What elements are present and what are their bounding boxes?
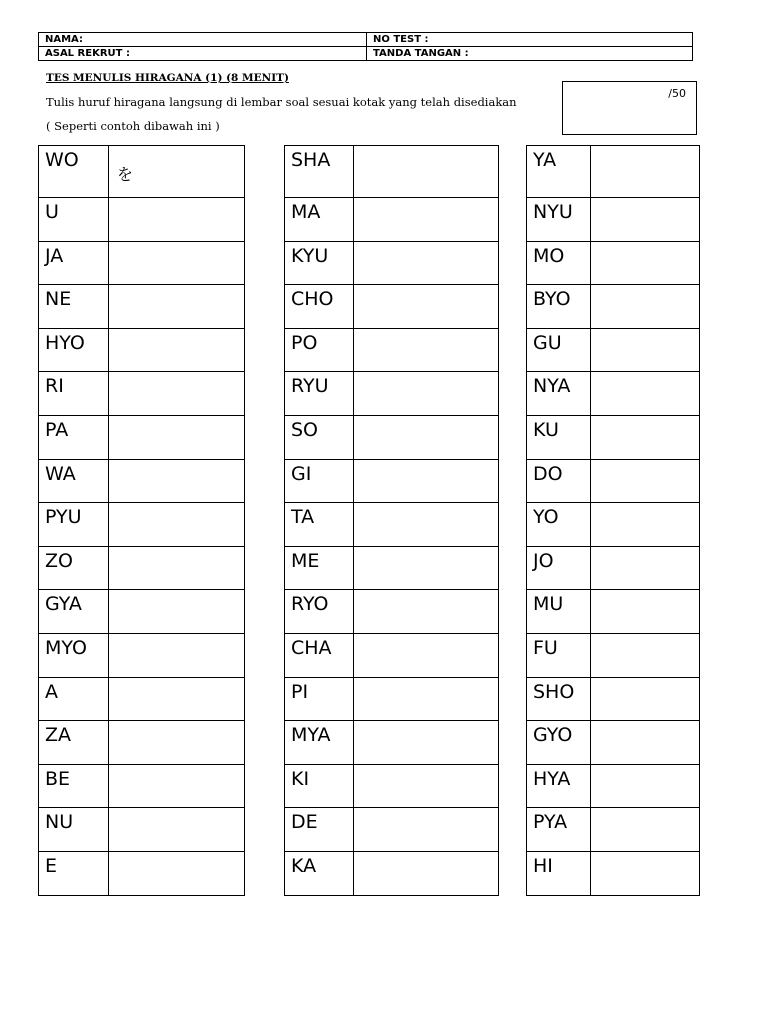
romaji-label: PO: [285, 328, 354, 372]
romaji-label: YO: [527, 503, 591, 547]
grid-row: [39, 764, 245, 808]
grid-row: [39, 808, 245, 852]
grid-row: [39, 328, 245, 372]
grid-row: [285, 721, 499, 765]
recruit-origin-field[interactable]: ASAL REKRUT :: [39, 47, 367, 61]
test-title: TES MENULIS HIRAGANA (1) (8 MENIT): [46, 72, 289, 84]
grid-row: [39, 503, 245, 547]
hiragana-answer-cell[interactable]: [109, 328, 245, 372]
hiragana-answer-cell[interactable]: [591, 328, 700, 372]
romaji-label: NYA: [527, 372, 591, 416]
hiragana-answer-cell[interactable]: [109, 415, 245, 459]
romaji-label: TA: [285, 503, 354, 547]
grid-row: [39, 285, 245, 329]
hiragana-answer-cell[interactable]: [591, 372, 700, 416]
hiragana-answer-cell[interactable]: [354, 459, 499, 503]
grid-row: [527, 721, 700, 765]
romaji-label: FU: [527, 633, 591, 677]
hiragana-answer-cell[interactable]: [591, 808, 700, 852]
grid-row: [527, 546, 700, 590]
romaji-label: KU: [527, 415, 591, 459]
romaji-label: NE: [39, 285, 109, 329]
romaji-label: JA: [39, 241, 109, 285]
grid-row: [39, 633, 245, 677]
romaji-label: MYA: [285, 721, 354, 765]
hiragana-answer-cell[interactable]: [591, 415, 700, 459]
romaji-label: RYO: [285, 590, 354, 634]
grid-row: [285, 241, 499, 285]
romaji-label: NYU: [527, 198, 591, 242]
grid-row: [285, 459, 499, 503]
grid-row: [527, 808, 700, 852]
hiragana-answer-cell[interactable]: [109, 372, 245, 416]
test-number-field[interactable]: NO TEST :: [367, 33, 693, 47]
grid-row: [527, 285, 700, 329]
grid-row: [527, 372, 700, 416]
grid-row: [527, 459, 700, 503]
romaji-label: MYO: [39, 633, 109, 677]
grid-row: [527, 241, 700, 285]
grid-row: [39, 241, 245, 285]
answer-grid-column-1: [38, 145, 245, 896]
hiragana-answer-cell[interactable]: [354, 146, 499, 198]
grid-row: [285, 198, 499, 242]
hiragana-answer-cell[interactable]: [591, 459, 700, 503]
instruction-line-2: ( Seperti contoh dibawah ini ): [46, 119, 220, 133]
grid-row: [39, 677, 245, 721]
romaji-label: YA: [527, 146, 591, 198]
romaji-label: PYA: [527, 808, 591, 852]
grid-row: [285, 415, 499, 459]
romaji-label: CHA: [285, 633, 354, 677]
romaji-label: KA: [285, 851, 354, 895]
hiragana-answer-cell[interactable]: [591, 285, 700, 329]
grid-row: [527, 590, 700, 634]
romaji-label: ME: [285, 546, 354, 590]
romaji-label: DO: [527, 459, 591, 503]
romaji-label: PI: [285, 677, 354, 721]
hiragana-answer-cell[interactable]: [591, 503, 700, 547]
hiragana-answer-cell[interactable]: [109, 503, 245, 547]
hiragana-answer-cell[interactable]: [354, 677, 499, 721]
hiragana-answer-cell[interactable]: [109, 241, 245, 285]
romaji-label: HYA: [527, 764, 591, 808]
romaji-label: GU: [527, 328, 591, 372]
romaji-label: WA: [39, 459, 109, 503]
grid-row: [39, 459, 245, 503]
romaji-label: A: [39, 677, 109, 721]
romaji-label: KYU: [285, 241, 354, 285]
hiragana-answer-cell[interactable]: [354, 372, 499, 416]
hiragana-answer-cell[interactable]: [109, 721, 245, 765]
grid-row: [285, 851, 499, 895]
romaji-label: MU: [527, 590, 591, 634]
romaji-label: ZO: [39, 546, 109, 590]
grid-row: [285, 285, 499, 329]
signature-field[interactable]: TANDA TANGAN :: [367, 47, 693, 61]
hiragana-answer-cell[interactable]: [109, 590, 245, 634]
romaji-label: GYO: [527, 721, 591, 765]
hiragana-answer-cell[interactable]: [591, 851, 700, 895]
grid-row: [527, 328, 700, 372]
romaji-label: PYU: [39, 503, 109, 547]
romaji-label: U: [39, 198, 109, 242]
hiragana-answer-cell[interactable]: [354, 415, 499, 459]
hiragana-answer-cell[interactable]: [591, 677, 700, 721]
romaji-label: GI: [285, 459, 354, 503]
hiragana-answer-cell[interactable]: [109, 633, 245, 677]
romaji-label: BE: [39, 764, 109, 808]
instruction-line-1: Tulis huruf hiragana langsung di lembar soal sesuai kotak yang telah disediakan: [46, 95, 517, 109]
grid-row: [285, 328, 499, 372]
romaji-label: KI: [285, 764, 354, 808]
hiragana-answer-cell[interactable]: [591, 764, 700, 808]
hiragana-answer-cell[interactable]: [354, 851, 499, 895]
romaji-label: RI: [39, 372, 109, 416]
grid-row: [39, 851, 245, 895]
hiragana-answer-cell[interactable]: [591, 633, 700, 677]
romaji-label: SO: [285, 415, 354, 459]
romaji-label: ZA: [39, 721, 109, 765]
grid-row: [527, 146, 700, 198]
grid-row: [527, 677, 700, 721]
header-info-table: [38, 32, 693, 61]
grid-row: [285, 633, 499, 677]
romaji-label: DE: [285, 808, 354, 852]
answer-grid-column-3: [526, 145, 700, 896]
romaji-label: WO: [39, 146, 109, 198]
romaji-label: HYO: [39, 328, 109, 372]
grid-row: [39, 372, 245, 416]
hiragana-answer-cell[interactable]: [354, 285, 499, 329]
hiragana-answer-cell[interactable]: [109, 198, 245, 242]
romaji-label: JO: [527, 546, 591, 590]
hiragana-answer-cell[interactable]: [591, 721, 700, 765]
grid-row: [39, 546, 245, 590]
romaji-label: E: [39, 851, 109, 895]
hiragana-answer-cell[interactable]: [354, 808, 499, 852]
romaji-label: PA: [39, 415, 109, 459]
hiragana-answer-cell[interactable]: [354, 198, 499, 242]
hiragana-answer-cell[interactable]: [591, 241, 700, 285]
grid-row: [527, 503, 700, 547]
romaji-label: BYO: [527, 285, 591, 329]
grid-row: [527, 633, 700, 677]
grid-row: [285, 503, 499, 547]
grid-row: [285, 546, 499, 590]
romaji-label: SHO: [527, 677, 591, 721]
hiragana-answer-cell[interactable]: [109, 764, 245, 808]
romaji-label: RYU: [285, 372, 354, 416]
hiragana-answer-cell[interactable]: [109, 808, 245, 852]
score-box[interactable]: [562, 81, 697, 135]
grid-row: [527, 415, 700, 459]
hiragana-answer-cell[interactable]: [109, 851, 245, 895]
hiragana-answer-cell[interactable]: [109, 546, 245, 590]
romaji-label: SHA: [285, 146, 354, 198]
hiragana-answer-cell[interactable]: を: [109, 146, 245, 198]
romaji-label: NU: [39, 808, 109, 852]
hiragana-answer-cell[interactable]: [354, 546, 499, 590]
grid-row: [527, 851, 700, 895]
hiragana-answer-cell[interactable]: [354, 503, 499, 547]
romaji-label: HI: [527, 851, 591, 895]
hiragana-answer-cell[interactable]: [591, 198, 700, 242]
grid-row: [39, 146, 245, 198]
romaji-label: CHO: [285, 285, 354, 329]
grid-row: [39, 721, 245, 765]
hiragana-answer-cell[interactable]: [109, 677, 245, 721]
score-label: /50: [668, 87, 686, 100]
grid-row: [527, 764, 700, 808]
hiragana-answer-cell[interactable]: [591, 146, 700, 198]
grid-row: [285, 372, 499, 416]
hiragana-answer-cell[interactable]: [354, 328, 499, 372]
grid-row: [285, 146, 499, 198]
romaji-label: GYA: [39, 590, 109, 634]
grid-row: [527, 198, 700, 242]
hiragana-answer-cell[interactable]: [354, 241, 499, 285]
hiragana-answer-cell[interactable]: [354, 764, 499, 808]
romaji-label: MO: [527, 241, 591, 285]
grid-row: [285, 590, 499, 634]
grid-row: [39, 590, 245, 634]
hiragana-answer-cell[interactable]: [109, 459, 245, 503]
grid-row: [285, 677, 499, 721]
grid-row: [39, 415, 245, 459]
grid-row: [285, 764, 499, 808]
grid-row: [39, 198, 245, 242]
name-field[interactable]: NAMA:: [39, 33, 367, 47]
hiragana-answer-cell[interactable]: [354, 633, 499, 677]
answer-grid-column-2: [284, 145, 499, 896]
hiragana-answer-cell[interactable]: [591, 590, 700, 634]
grid-row: [285, 808, 499, 852]
romaji-label: MA: [285, 198, 354, 242]
hiragana-answer-cell[interactable]: [354, 721, 499, 765]
hiragana-answer-cell[interactable]: [354, 590, 499, 634]
hiragana-answer-cell[interactable]: [591, 546, 700, 590]
hiragana-answer-cell[interactable]: [109, 285, 245, 329]
